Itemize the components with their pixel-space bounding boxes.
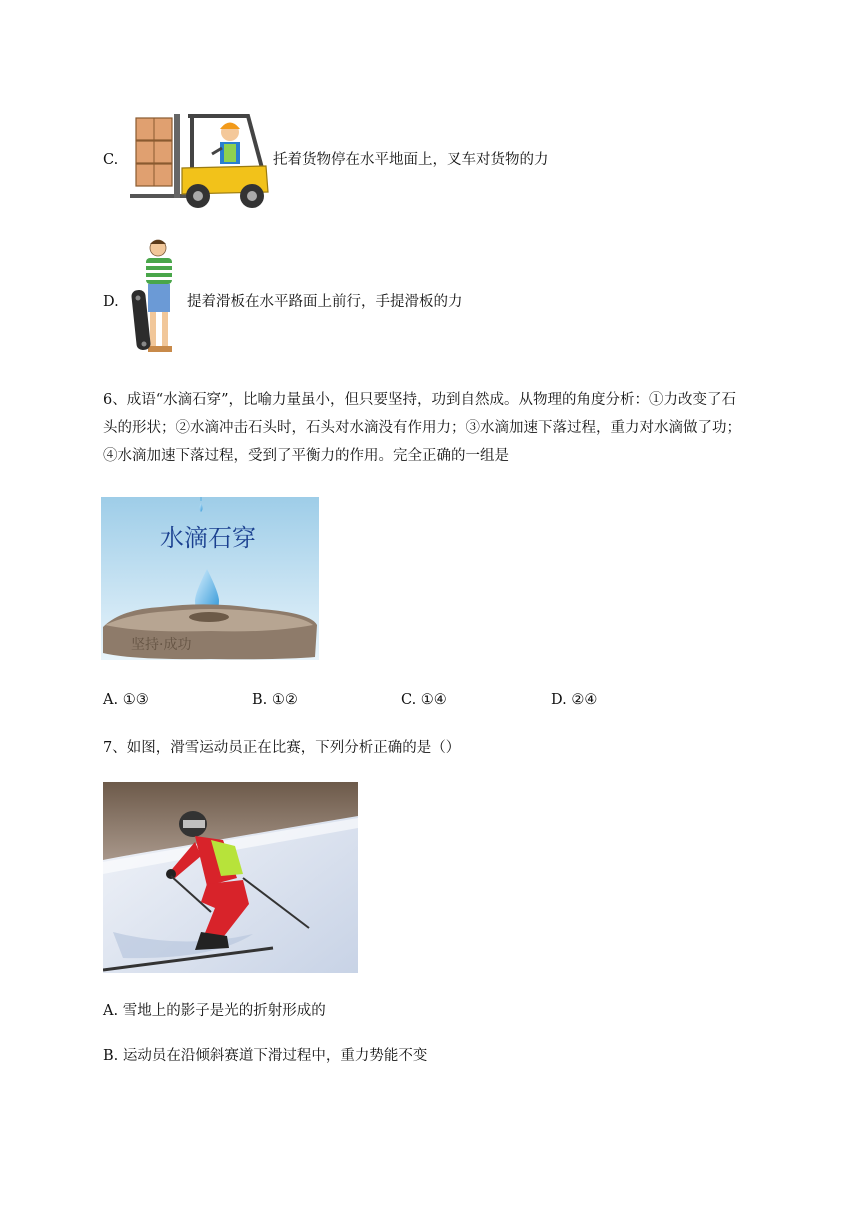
q6-stem-line-1: 6、成语“水滴石穿”，比喻力量虽小，但只要坚持，功到自然成。从物理的角度分析：①力改变了石 (103, 392, 737, 408)
image-title-text: 水滴石穿 (160, 524, 256, 552)
option-d-letter: D. (103, 294, 119, 310)
q6-option-b: B. ①② (252, 692, 298, 708)
q6-option-a: A. ①③ (103, 692, 149, 708)
svg-text:坚持·成功: 坚持·成功 (131, 637, 192, 653)
boy-with-skateboard-image (128, 238, 184, 360)
q6-stem-line-3: ④水滴加速下落过程，受到了平衡力的作用。完全正确的一组是 (103, 448, 509, 464)
q6-option-d: D. ②④ (551, 692, 598, 708)
forklift-image (128, 108, 270, 212)
q6-option-c: C. ①④ (401, 692, 447, 708)
skier-photo (103, 782, 358, 973)
q6-stem-line-2: 头的形状；②水滴冲击石头时，石头对水滴没有作用力；③水滴加速下落过程，重力对水滴做了功； (103, 420, 741, 436)
q7-option-b: B. 运动员在沿倾斜赛道下滑过程中，重力势能不变 (103, 1048, 428, 1064)
q7-stem: 7、如图，滑雪运动员正在比赛，下列分析正确的是（） (103, 740, 461, 756)
q7-option-a: A. 雪地上的影子是光的折射形成的 (103, 1003, 326, 1019)
option-d-text: 提着滑板在水平路面上前行，手提滑板的力 (187, 294, 463, 310)
option-c-text: 托着货物停在水平地面上，叉车对货物的力 (273, 152, 549, 168)
option-c-letter: C. (103, 152, 119, 168)
water-drop-stone-image (101, 497, 319, 660)
